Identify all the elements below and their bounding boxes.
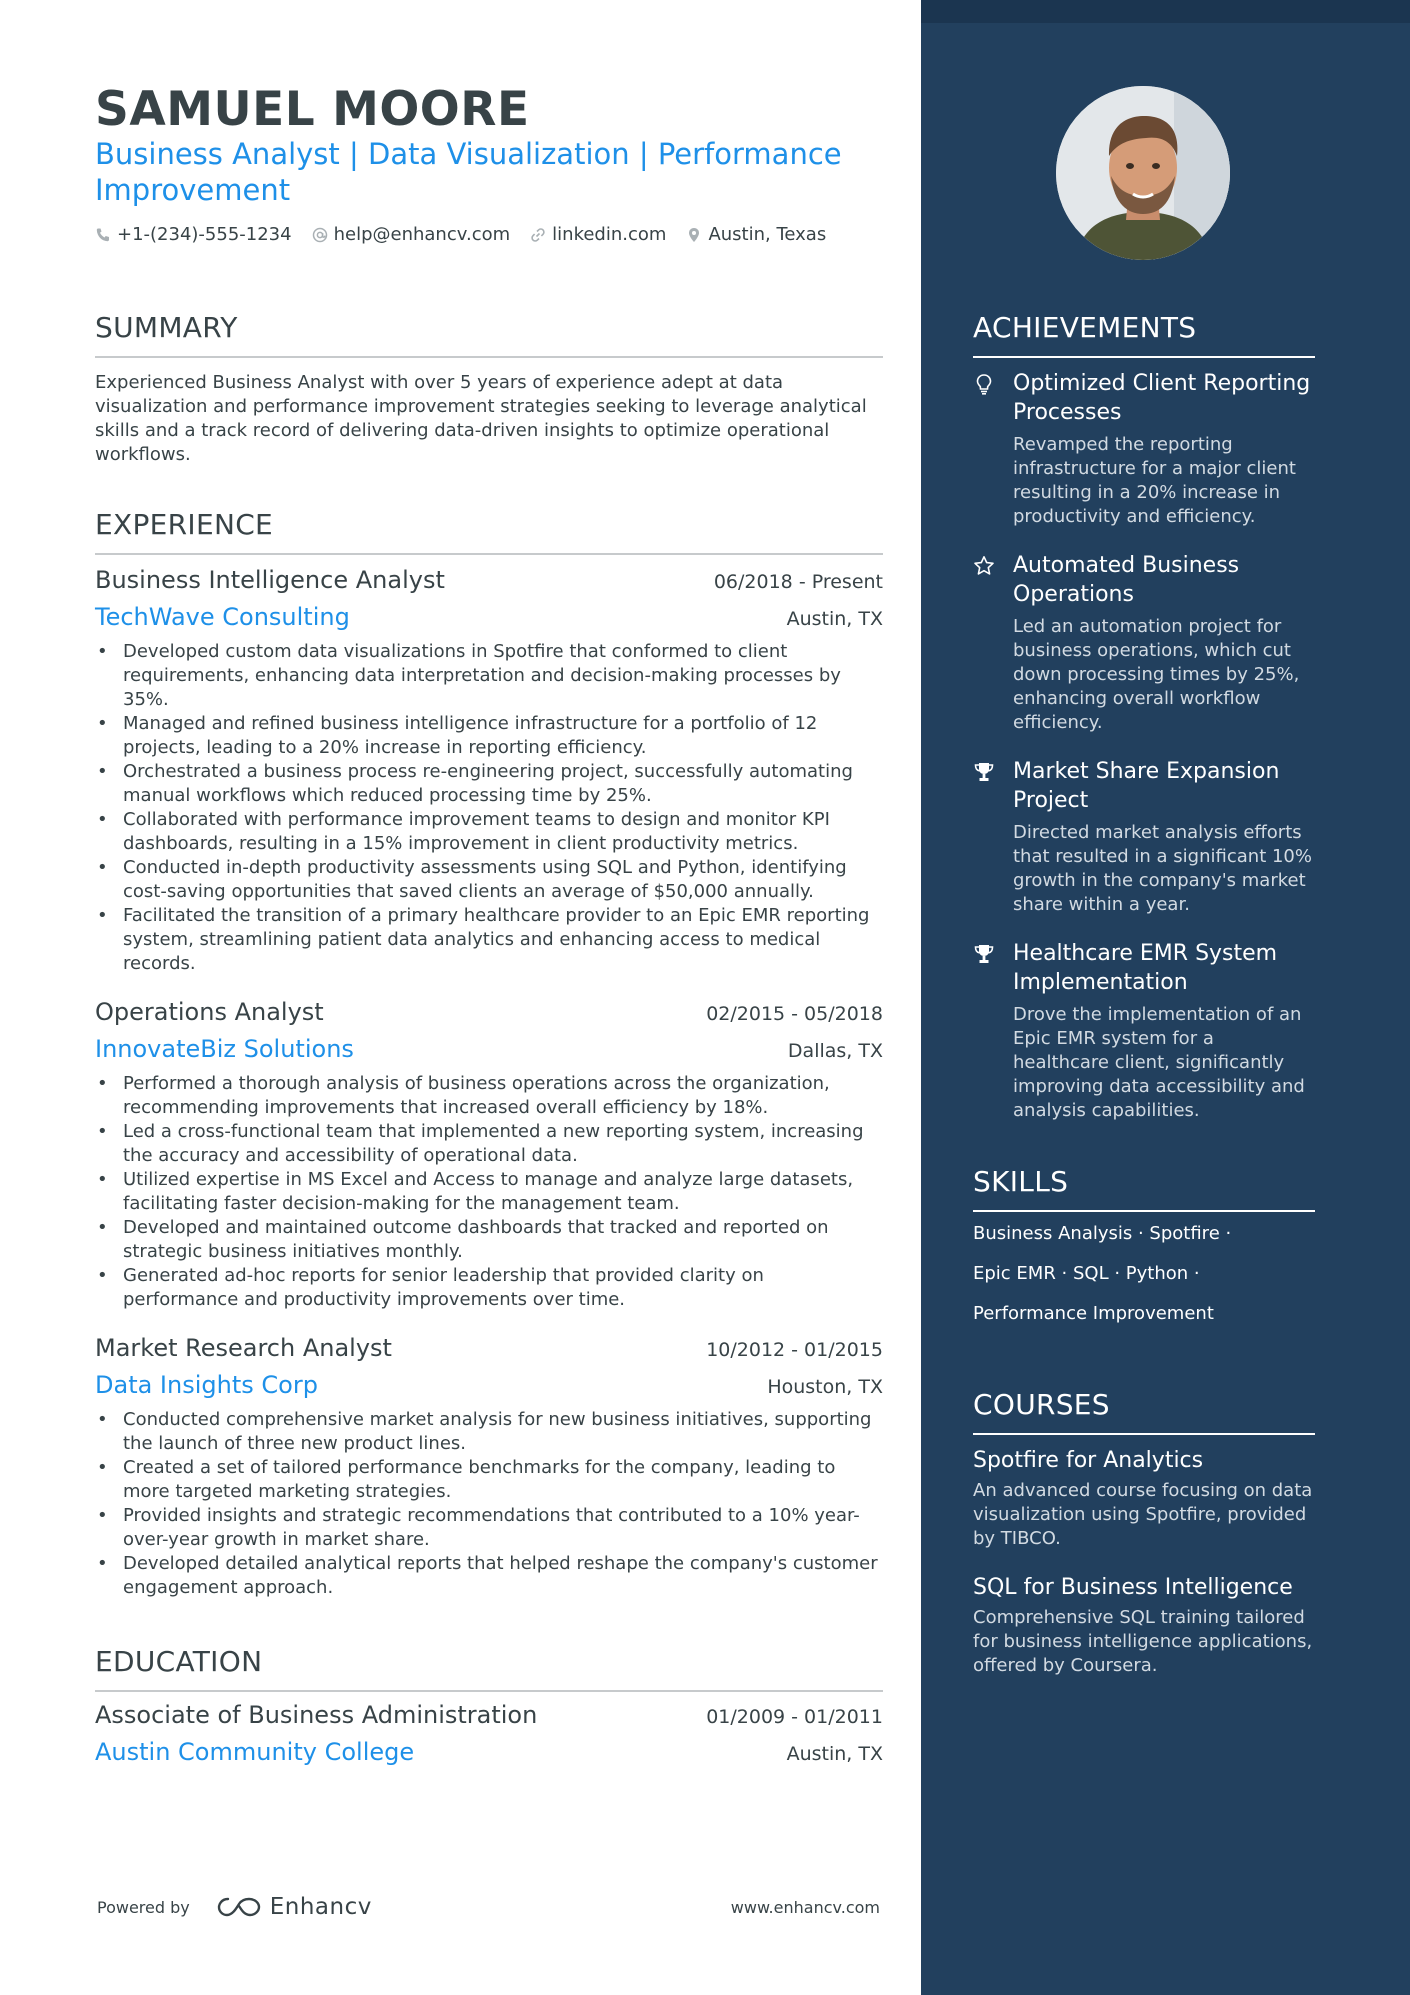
bullet-item: • Developed custom data visualizations in Spotfire that conformed to client requirements, enhancing data interpretation and decision-making processes by 35%. [95, 640, 883, 712]
powered-by-label: Powered by [97, 1897, 190, 1917]
job-location: Austin, TX [786, 608, 883, 630]
job-title: Market Research Analyst [95, 1334, 392, 1362]
bullet-item: • Conducted comprehensive market analysis for new business initiatives, supporting the launch of three new product lines. [95, 1408, 883, 1456]
course-item [973, 1446, 1315, 1551]
bullet-item: • Performed a thorough analysis of business operations across the organization, recommending improvements that increased overall efficiency by 18%. [95, 1072, 883, 1120]
headline: Business Analyst | Data Visualization | Performance Improvement [95, 137, 842, 207]
course-title: SQL for Business Intelligence [973, 1575, 1293, 1600]
job-title: Operations Analyst [95, 998, 324, 1026]
infinity-logo-icon [216, 1895, 262, 1919]
bullet-item: • Conducted in-depth productivity assessments using SQL and Python, identifying cost-saving opportunities that saved clients an average of $50,000 annually. [95, 856, 883, 904]
degree-title: Associate of Business Administration [95, 1701, 538, 1729]
achievement-item [973, 757, 1315, 917]
linkedin-text: linkedin.com [552, 224, 667, 245]
achievement-item [973, 369, 1315, 529]
bullet-item: • Developed detailed analytical reports that helped reshape the company's customer engagement approach. [95, 1552, 883, 1600]
bullet-item: • Managed and refined business intelligence infrastructure for a portfolio of 12 projects, leading to a 20% increase in reporting efficiency. [95, 712, 883, 760]
education-entry [95, 1701, 883, 1766]
job-dates: 02/2015 - 05/2018 [706, 1003, 883, 1025]
achievement-desc: Directed market analysis efforts that resulted in a significant 10% growth in the company's market share within a year. [1013, 822, 1312, 915]
company-name[interactable]: TechWave Consulting [95, 603, 350, 631]
star-icon [973, 555, 995, 577]
bullet-item: • Created a set of tailored performance benchmarks for the company, leading to more targeted marketing strategies. [95, 1456, 883, 1504]
skills-list [973, 1222, 1315, 1342]
link-icon [530, 227, 546, 243]
lightbulb-icon [973, 373, 995, 395]
at-icon [312, 227, 328, 243]
contact-linkedin[interactable] [530, 224, 666, 245]
candidate-name: SAMUEL MOORE [95, 82, 530, 137]
experience-heading: EXPERIENCE [95, 508, 883, 555]
job-entry [95, 566, 883, 976]
enhancv-logo[interactable] [216, 1894, 372, 1920]
site-url[interactable]: www.enhancv.com [730, 1897, 880, 1917]
achievement-item [973, 551, 1315, 735]
education-heading: EDUCATION [95, 1645, 883, 1692]
company-name[interactable]: InnovateBiz Solutions [95, 1035, 354, 1063]
course-title: Spotfire for Analytics [973, 1448, 1204, 1473]
achievement-title: Automated Business Operations [1013, 553, 1240, 607]
job-bullets [95, 640, 883, 976]
bullet-item: • Orchestrated a business process re-engineering project, successfully automating manual workflows which reduced processing time by 25%. [95, 760, 883, 808]
job-entry [95, 998, 883, 1312]
achievement-title: Optimized Client Reporting Processes [1013, 371, 1311, 425]
job-title: Business Intelligence Analyst [95, 566, 445, 594]
phone-text: +1-(234)-555-1234 [117, 224, 292, 245]
trophy-icon [973, 761, 995, 783]
phone-icon [95, 227, 111, 243]
skill-line: Epic EMR · SQL · Python · [973, 1263, 1200, 1284]
courses-heading: COURSES [973, 1388, 1315, 1435]
bullet-item: • Utilized expertise in MS Excel and Access to manage and analyze large datasets, facilitating faster decision-making for the management team. [95, 1168, 883, 1216]
job-entry [95, 1334, 883, 1600]
contact-email[interactable] [312, 224, 511, 245]
bullet-item: • Facilitated the transition of a primary healthcare provider to an Epic EMR reporting system, streamlining patient data analytics and enhancing access to medical records. [95, 904, 883, 976]
skills-heading: SKILLS [973, 1165, 1315, 1212]
achievements-heading: ACHIEVEMENTS [973, 311, 1315, 358]
achievement-desc: Revamped the reporting infrastructure for a major client resulting in a 20% increase in productivity and efficiency. [1013, 434, 1296, 527]
brand-name: Enhancv [269, 1894, 372, 1920]
bullet-item: • Led a cross-functional team that implemented a new reporting system, increasing the accuracy and accessibility of operational data. [95, 1120, 883, 1168]
achievement-item [973, 939, 1315, 1123]
bullet-item: • Provided insights and strategic recommendations that contributed to a 10% year-over-year growth in market share. [95, 1504, 883, 1552]
skill-line: Business Analysis · Spotfire · [973, 1223, 1232, 1244]
achievement-title: Market Share Expansion Project [1013, 759, 1280, 813]
footer [97, 1894, 880, 1920]
job-location: Dallas, TX [787, 1040, 883, 1062]
achievement-desc: Drove the implementation of an Epic EMR system for a healthcare client, significantly improving data accessibility and analysis capabilities. [1013, 1004, 1305, 1121]
avatar-portrait [1056, 86, 1230, 260]
achievement-title: Healthcare EMR System Implementation [1013, 941, 1278, 995]
summary-heading: SUMMARY [95, 311, 883, 358]
profile-photo [1056, 86, 1230, 260]
job-bullets [95, 1408, 883, 1600]
location-text: Austin, Texas [708, 224, 827, 245]
sidebar [921, 0, 1410, 1995]
bullet-item: • Generated ad-hoc reports for senior leadership that provided clarity on performance and productivity improvements over time. [95, 1264, 883, 1312]
skill-line: Performance Improvement [973, 1303, 1214, 1324]
contact-location [686, 224, 826, 245]
education-dates: 01/2009 - 01/2011 [706, 1706, 883, 1728]
school-name[interactable]: Austin Community College [95, 1738, 415, 1766]
job-dates: 06/2018 - Present [713, 571, 883, 593]
education-location: Austin, TX [786, 1743, 883, 1765]
powered-by [97, 1894, 372, 1920]
course-item [973, 1573, 1315, 1678]
contact-bar [95, 224, 846, 245]
trophy-icon [973, 943, 995, 965]
location-pin-icon [686, 227, 702, 243]
bullet-item: • Developed and maintained outcome dashboards that tracked and reported on strategic business initiatives monthly. [95, 1216, 883, 1264]
company-name[interactable]: Data Insights Corp [95, 1371, 318, 1399]
job-location: Houston, TX [767, 1376, 883, 1398]
email-text: help@enhancv.com [333, 224, 511, 245]
course-desc: Comprehensive SQL training tailored for business intelligence applications, offered by Coursera. [973, 1607, 1313, 1676]
summary-text: Experienced Business Analyst with over 5 years of experience adept at data visualization and performance improvement strategies seeking to leverage analytical skills and a track record of delivering data-driven insights to optimize operational workflows. [95, 372, 867, 465]
course-desc: An advanced course focusing on data visualization using Spotfire, provided by TIBCO. [973, 1480, 1313, 1549]
bullet-item: • Collaborated with performance improvement teams to design and monitor KPI dashboards, resulting in a 15% improvement in client productivity metrics. [95, 808, 883, 856]
job-bullets [95, 1072, 883, 1312]
achievement-desc: Led an automation project for business operations, which cut down processing times by 25%, enhancing overall workflow efficiency. [1013, 616, 1300, 733]
job-dates: 10/2012 - 01/2015 [706, 1339, 883, 1361]
sidebar-top-band [921, 0, 1410, 23]
contact-phone[interactable] [95, 224, 292, 245]
